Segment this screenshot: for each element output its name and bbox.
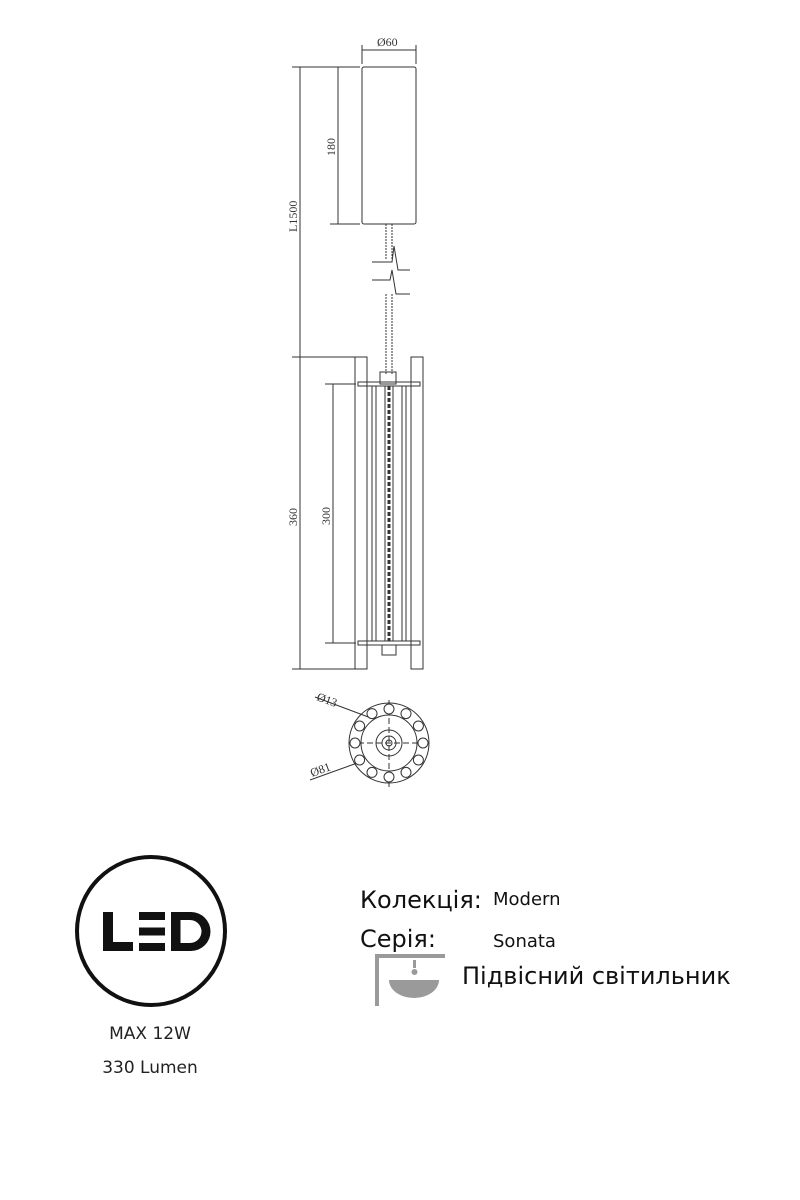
power-spec: MAX 12W	[109, 1024, 191, 1044]
flux-spec: 330 Lumen	[102, 1058, 198, 1078]
left-panel	[355, 357, 367, 669]
led-bead	[384, 704, 394, 714]
dim-cable-length: L1500	[286, 200, 300, 232]
collection-value: Modern	[493, 889, 561, 910]
dim-canopy-height: 180	[324, 138, 338, 156]
led-bead	[384, 772, 394, 782]
led-bead	[413, 755, 423, 765]
led-bead	[350, 738, 360, 748]
led-bead	[413, 721, 423, 731]
right-panel	[411, 357, 423, 669]
collection-label: Колекція:	[360, 886, 482, 914]
led-bead	[355, 721, 365, 731]
series-label: Серія:	[360, 925, 436, 953]
dim-small-diameter: Ø13	[314, 689, 340, 710]
led-bead	[367, 709, 377, 719]
type-label: Підвісний світильник	[462, 962, 731, 990]
led-bead	[401, 709, 411, 719]
led-logo	[79, 859, 223, 1003]
led-badge-icon	[75, 855, 227, 1007]
dim-body-height: 360	[286, 508, 300, 526]
dim-top-diameter: Ø60	[377, 35, 398, 49]
led-bead	[401, 767, 411, 777]
led-bead	[418, 738, 428, 748]
dim-bottom-diameter: Ø81	[308, 759, 333, 780]
series-value: Sonata	[493, 931, 556, 952]
dim-led-height: 300	[319, 507, 333, 525]
led-bead	[367, 767, 377, 777]
led-bead	[355, 755, 365, 765]
pendant-lamp-icon	[373, 950, 445, 1006]
canopy	[362, 67, 416, 224]
